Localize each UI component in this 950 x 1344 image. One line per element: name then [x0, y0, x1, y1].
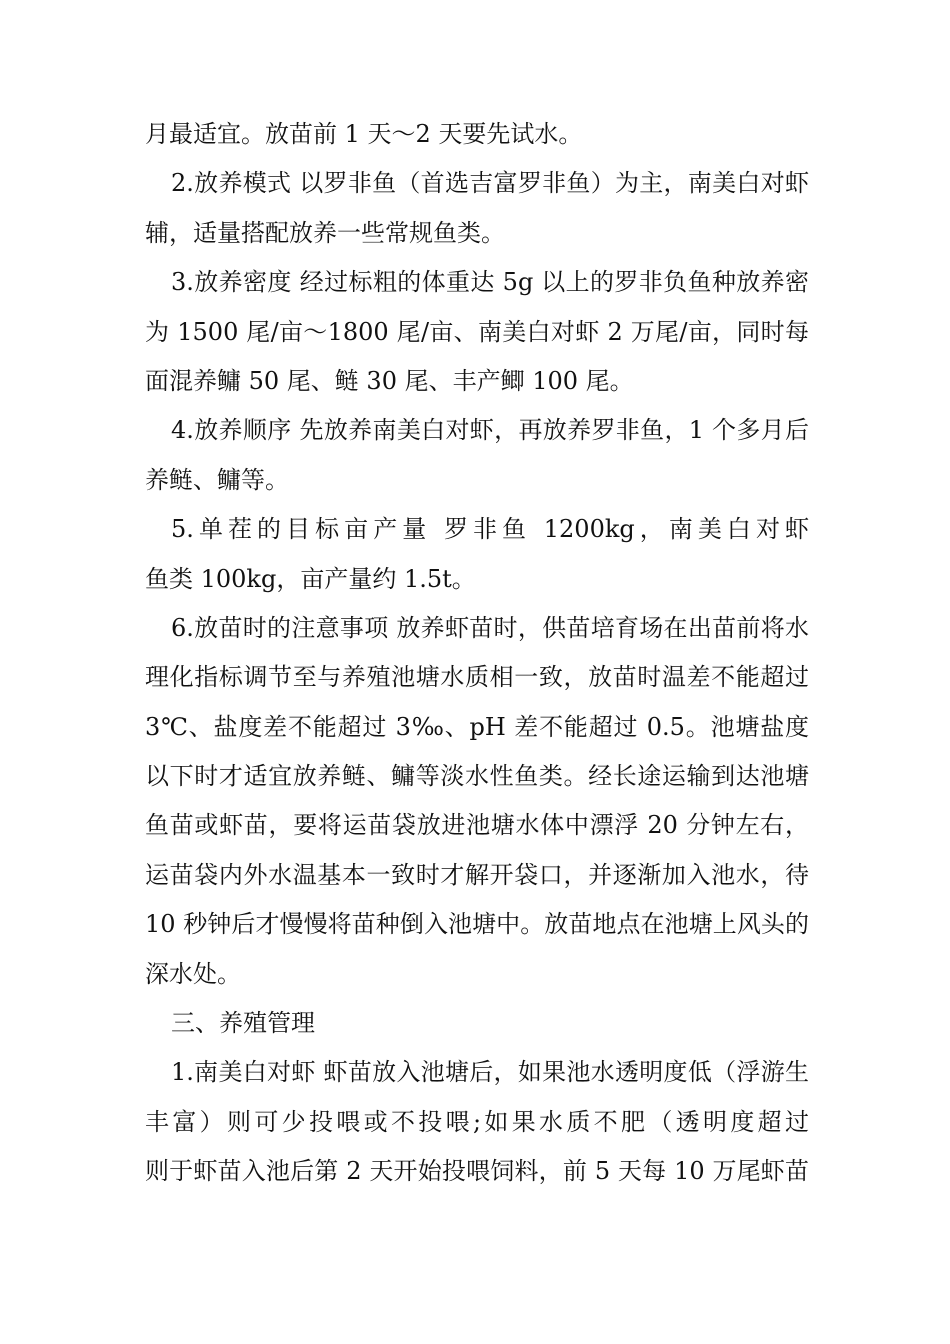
- text-line: 3℃、盐度差不能超过 3‰、pH 差不能超过 0.5。池塘盐度: [145, 712, 809, 741]
- text-line: 6.放苗时的注意事项 放养虾苗时，供苗培育场在出苗前将水: [171, 613, 809, 642]
- text-line: 5.单茬的目标亩产量 罗非鱼 1200kg，南美白对虾: [171, 515, 809, 544]
- text-line: 理化指标调节至与养殖池塘水质相一致，放苗时温差不能超过: [145, 663, 809, 692]
- text-line: 丰富）则可少投喂或不投喂;如果水质不肥（透明度超过: [145, 1107, 809, 1136]
- text-line: 深水处。: [145, 959, 241, 988]
- text-line: 则于虾苗入池后第 2 天开始投喂饲料，前 5 天每 10 万尾虾苗: [145, 1157, 809, 1186]
- text-line: 运苗袋内外水温基本一致时才解开袋口，并逐渐加入池水，待: [145, 860, 809, 889]
- text-line: 以下时才适宜放养鲢、鳙等淡水性鱼类。经长途运输到达池塘: [145, 762, 809, 791]
- text-line: 月最适宜。放苗前 1 天～2 天要先试水。: [145, 120, 583, 148]
- text-line: 养鲢、鳙等。: [145, 465, 289, 494]
- text-line: 1.南美白对虾 虾苗放入池塘后，如果池水透明度低（浮游生: [171, 1058, 809, 1087]
- text-line: 辅，适量搭配放养一些常规鱼类。: [145, 218, 505, 247]
- text-line: 三、养殖管理: [171, 1009, 315, 1038]
- text-line: 2.放养模式 以罗非鱼（首选吉富罗非鱼）为主，南美白对虾: [171, 169, 809, 198]
- text-line: 3.放养密度 经过标粗的体重达 5g 以上的罗非负鱼种放养密: [171, 268, 809, 297]
- text-line: 10 秒钟后才慢慢将苗种倒入池塘中。放苗地点在池塘上风头的: [145, 910, 809, 939]
- text-line: 为 1500 尾/亩～1800 尾/亩、南美白对虾 2 万尾/亩，同时每: [145, 317, 809, 346]
- text-line: 鱼苗或虾苗，要将运苗袋放进池塘水体中漂浮 20 分钟左右，: [145, 811, 809, 840]
- text-line: 面混养鳙 50 尾、鲢 30 尾、丰产鲫 100 尾。: [145, 366, 634, 395]
- text-line: 4.放养顺序 先放养南美白对虾，再放养罗非鱼，1 个多月后: [171, 416, 809, 445]
- body-text: [145, 110, 809, 1197]
- text-line: 鱼类 100kg，亩产量约 1.5t。: [145, 564, 476, 593]
